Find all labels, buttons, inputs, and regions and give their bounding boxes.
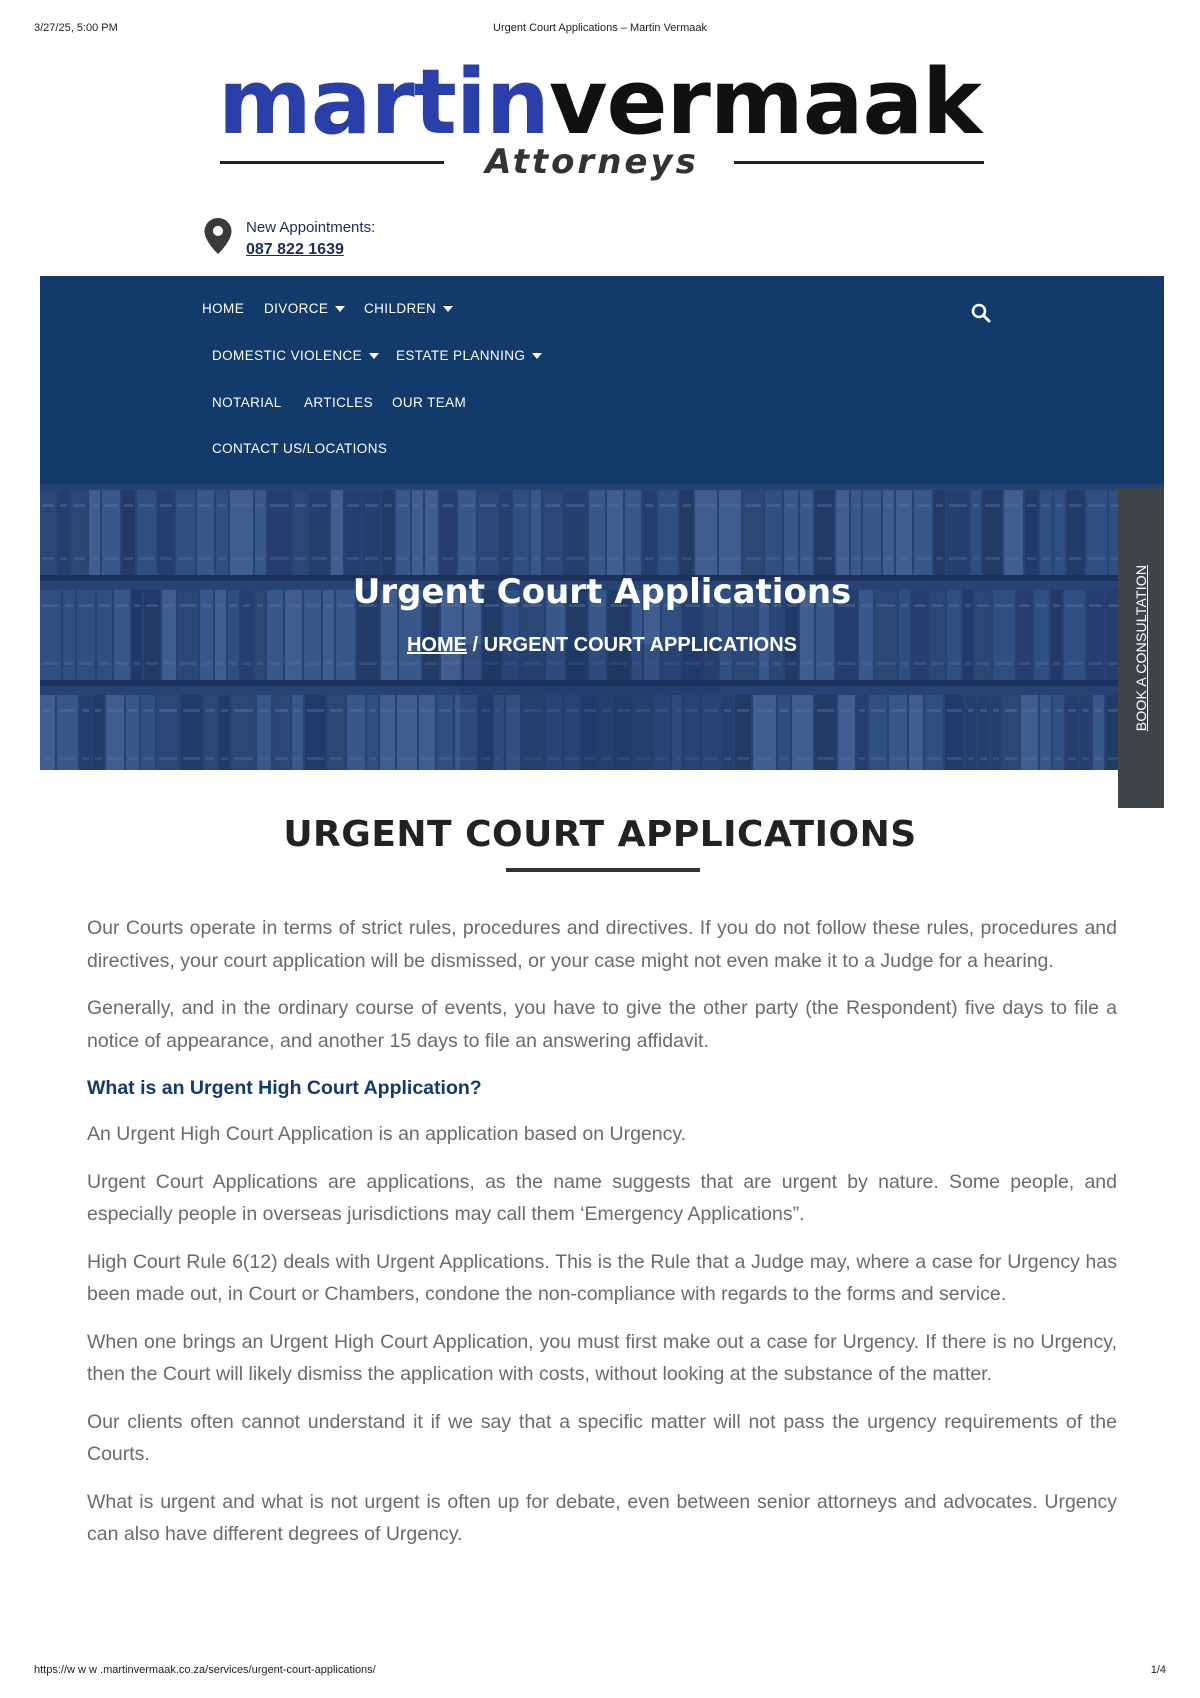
logo-tagline: Attorneys: [485, 142, 699, 182]
location-pin-icon: [204, 218, 232, 254]
breadcrumb-separator: /: [472, 634, 479, 656]
paragraph: Our clients often cannot understand it if we say that a specific matter will not pass the urgency requirements of the Courts.: [87, 1410, 1117, 1465]
nav-label-children: CHILDREN: [364, 301, 437, 316]
paragraph: High Court Rule 6(12) deals with Urgent Applications. This is the Rule that a Judge may, where a case for Urgency has been made out, in Court or Chambers, condone the non-compliance with regards to the forms and service.: [87, 1250, 1117, 1305]
nav-label-estate-planning: ESTATE PLANNING: [396, 348, 526, 363]
paragraph: What is urgent and what is not urgent is often up for debate, even between senior attorneys and advocates. Urgency can also have different degrees of Urgency.: [87, 1490, 1117, 1545]
section-heading: What is an Urgent High Court Application?: [87, 1077, 482, 1099]
chevron-down-icon: [443, 306, 453, 312]
nav-label-home: HOME: [202, 301, 245, 316]
appointments-label: New Appointments:: [246, 219, 376, 236]
nav-item-contact[interactable]: [212, 441, 387, 456]
nav-item-domestic-violence[interactable]: [212, 348, 379, 363]
chevron-down-icon: [369, 353, 379, 359]
breadcrumb: [40, 634, 1164, 657]
nav-label-domestic-violence: DOMESTIC VIOLENCE: [212, 348, 363, 363]
paragraph: When one brings an Urgent High Court Application, you must first make out a case for Urgency. If there is no Urgency, then the Court will likely dismiss the application with costs, without looking at the substance of the matter.: [87, 1330, 1117, 1385]
paragraph: Urgent Court Applications are applications, as the name suggests that are urgent by nature. Some people, and especially people in overseas jurisdictions may call them ‘Emergency Applications”.: [87, 1170, 1117, 1225]
chevron-down-icon: [335, 306, 345, 312]
print-url: https://w w w .martinvermaak.co.za/services/urgent-court-applications/: [34, 1664, 376, 1676]
chevron-down-icon: [532, 353, 542, 359]
nav-label-notarial: NOTARIAL: [212, 395, 282, 410]
nav-label-divorce: DIVORCE: [264, 301, 329, 316]
nav-label-our-team: OUR TEAM: [392, 395, 467, 410]
hero-title: Urgent Court Applications: [352, 572, 852, 612]
breadcrumb-home-link[interactable]: HOME: [406, 634, 467, 656]
nav-item-estate-planning[interactable]: [396, 348, 542, 363]
main-navigation: [40, 276, 1164, 484]
nav-item-notarial[interactable]: [212, 395, 282, 410]
book-consultation-tab[interactable]: [1118, 488, 1164, 808]
paragraph: Generally, and in the ordinary course of events, you have to give the other party (the Respondent) five days to file a notice of appearance, and another 15 days to file an answering affidavit.: [87, 997, 1117, 1052]
logo-wordmark: [218, 50, 982, 155]
nav-item-home[interactable]: [202, 301, 244, 316]
nav-item-articles[interactable]: [304, 395, 373, 410]
print-header: [34, 22, 1166, 38]
page-title: URGENT COURT APPLICATIONS: [283, 814, 917, 855]
nav-label-contact: CONTACT US/LOCATIONS: [212, 441, 388, 456]
title-underline: [506, 868, 700, 872]
nav-label-articles: ARTICLES: [304, 395, 373, 410]
article-content: [87, 912, 1117, 1566]
search-icon[interactable]: [970, 302, 992, 324]
book-consultation-label: BOOK A CONSULTATION: [1133, 564, 1149, 732]
nav-item-our-team[interactable]: [392, 395, 466, 410]
appointments-phone-link[interactable]: 087 822 1639: [246, 241, 344, 258]
print-date: 3/27/25, 5:00 PM: [34, 22, 118, 34]
paragraph: Our Courts operate in terms of strict rules, procedures and directives. If you do not follow these rules, procedures and directives, your court application will be dismissed, or your case might not even make it to a Judge for a hearing.: [87, 917, 1117, 972]
page-hero-banner: [40, 484, 1164, 770]
library-bookshelf-background: [40, 484, 1164, 770]
print-page-title: Urgent Court Applications – Martin Vermaak: [493, 22, 707, 34]
logo-rule-right: [734, 161, 984, 164]
site-logo[interactable]: [218, 50, 984, 186]
print-page-number: 1/4: [1150, 1664, 1166, 1676]
nav-item-children[interactable]: [364, 301, 453, 316]
nav-item-divorce[interactable]: [264, 301, 345, 316]
paragraph: An Urgent High Court Application is an application based on Urgency.: [87, 1123, 687, 1145]
breadcrumb-current: URGENT COURT APPLICATIONS: [483, 634, 798, 656]
logo-rule-left: [220, 161, 444, 164]
logo-part-vermaak: vermaak: [548, 50, 982, 155]
logo-part-martin: martin: [218, 50, 549, 155]
